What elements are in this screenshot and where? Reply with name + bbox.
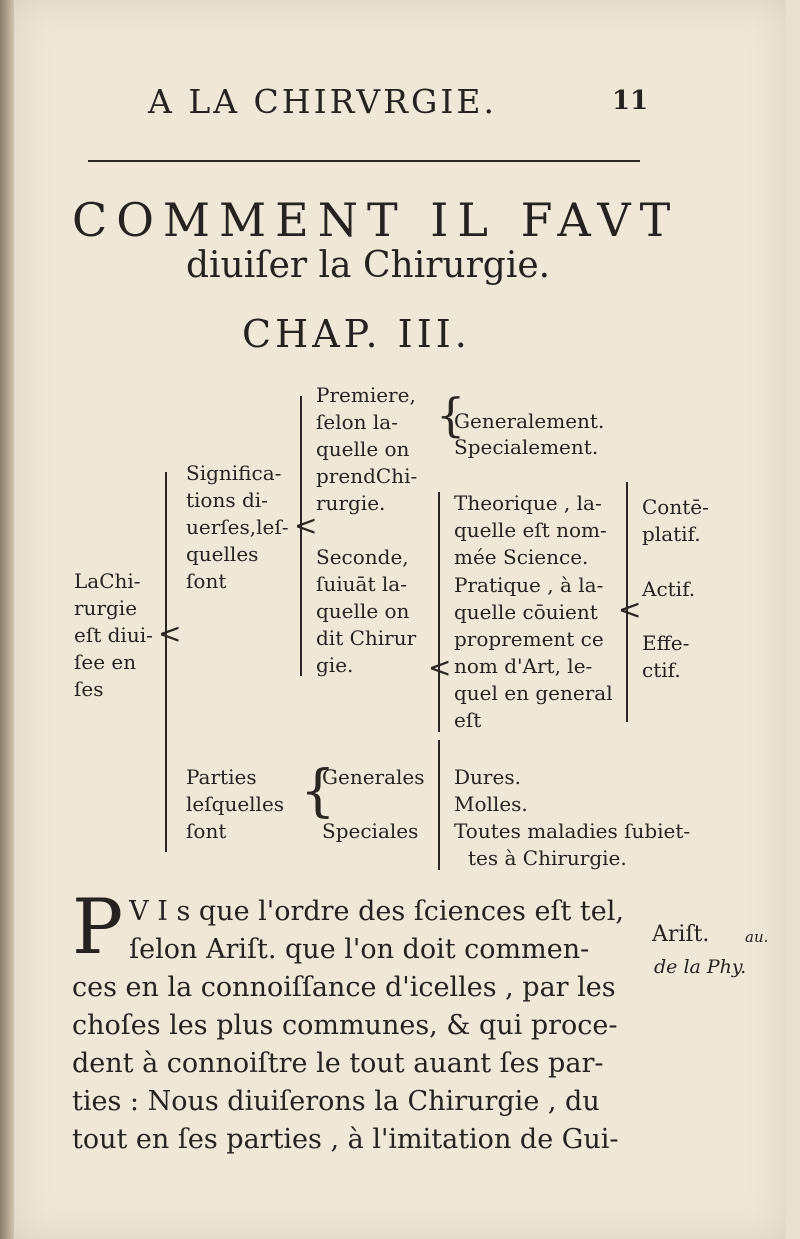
diagram-parties: Parties leſquelles ſont: [186, 765, 285, 843]
diagram-significations: Significa- tions di- uerſes,leſ- quelles ſont: [186, 461, 289, 593]
margin-note-au: au.: [745, 928, 769, 946]
body-line: ties : Nous diuiſerons la Chirurgie , du: [72, 1086, 600, 1117]
diagram-actif: Actif.: [642, 577, 696, 601]
body-line: dent à connoiſtre le tout auant ſes par-: [72, 1048, 604, 1079]
brace-seconde-line: [438, 492, 440, 732]
body-line: tout en ſes parties , à l'imitation de Gui-: [72, 1124, 619, 1155]
body-line: ces en la connoiſſance d'icelles , par les: [72, 972, 616, 1003]
margin-note-phy: de la Phy.: [654, 956, 747, 978]
running-title: A LA CHIRVRGIE.: [148, 82, 497, 121]
diagram-speciales: Speciales: [322, 819, 419, 843]
brace-seconde-point: <: [428, 651, 452, 684]
brace-root-point: <: [158, 617, 182, 650]
diagram-pratique: Pratique , à la- quelle cōuient proprement ce nom d'Art, le- quel en general eſt: [454, 573, 613, 732]
brace-premiere: {: [436, 388, 466, 442]
body-line: ſelon Ariſt. que l'on doit commen-: [129, 934, 590, 965]
diagram-generales: Generales: [322, 765, 425, 789]
header-rule: [88, 160, 640, 162]
page-number: 11: [612, 86, 649, 116]
brace-pratique-point: <: [618, 593, 642, 626]
diagram-root: LaChi- rurgie eſt diui- ſee en ſes: [74, 569, 153, 701]
book-gutter: [0, 0, 14, 1239]
brace-parties: {: [300, 759, 336, 824]
diagram-contemplatif: Contē- platif.: [642, 495, 709, 546]
diagram-molles: Molles.: [454, 792, 528, 816]
diagram-theorique: Theorique , la- quelle eſt nom- mée Science.: [454, 491, 607, 569]
margin-note-arist: Ariſt.: [652, 922, 710, 947]
diagram-dures: Dures.: [454, 765, 521, 789]
chapter-title-line-2: diuiſer la Chirurgie.: [186, 245, 551, 286]
body-line: V I s que l'ordre des ſciences eſt tel,: [129, 896, 624, 927]
diagram-generalement: Generalement.: [454, 409, 605, 433]
body-line: choſes les plus communes, & qui proce-: [72, 1010, 618, 1041]
diagram-seconde: Seconde, ſuiuāt la- quelle on dit Chirur gie.: [316, 545, 417, 677]
brace-signif-point: <: [294, 509, 318, 542]
chapter-heading: CHAP. III.: [242, 312, 471, 356]
chapter-title-line-1: COMMENT IL FAVT: [72, 193, 680, 247]
diagram-specialement: Specialement.: [454, 435, 599, 459]
diagram-toutes: Toutes maladies ſubiet- tes à Chirurgie.: [454, 819, 691, 870]
diagram-premiere: Premiere, ſelon la- quelle on prendChi- rurgie.: [316, 383, 418, 515]
drop-cap: P: [72, 882, 124, 971]
brace-root-line: [165, 472, 167, 852]
body-paragraph: [72, 882, 732, 1159]
brace-parts-line: [438, 740, 440, 870]
diagram-effectif: Effe- ctif.: [642, 631, 690, 682]
